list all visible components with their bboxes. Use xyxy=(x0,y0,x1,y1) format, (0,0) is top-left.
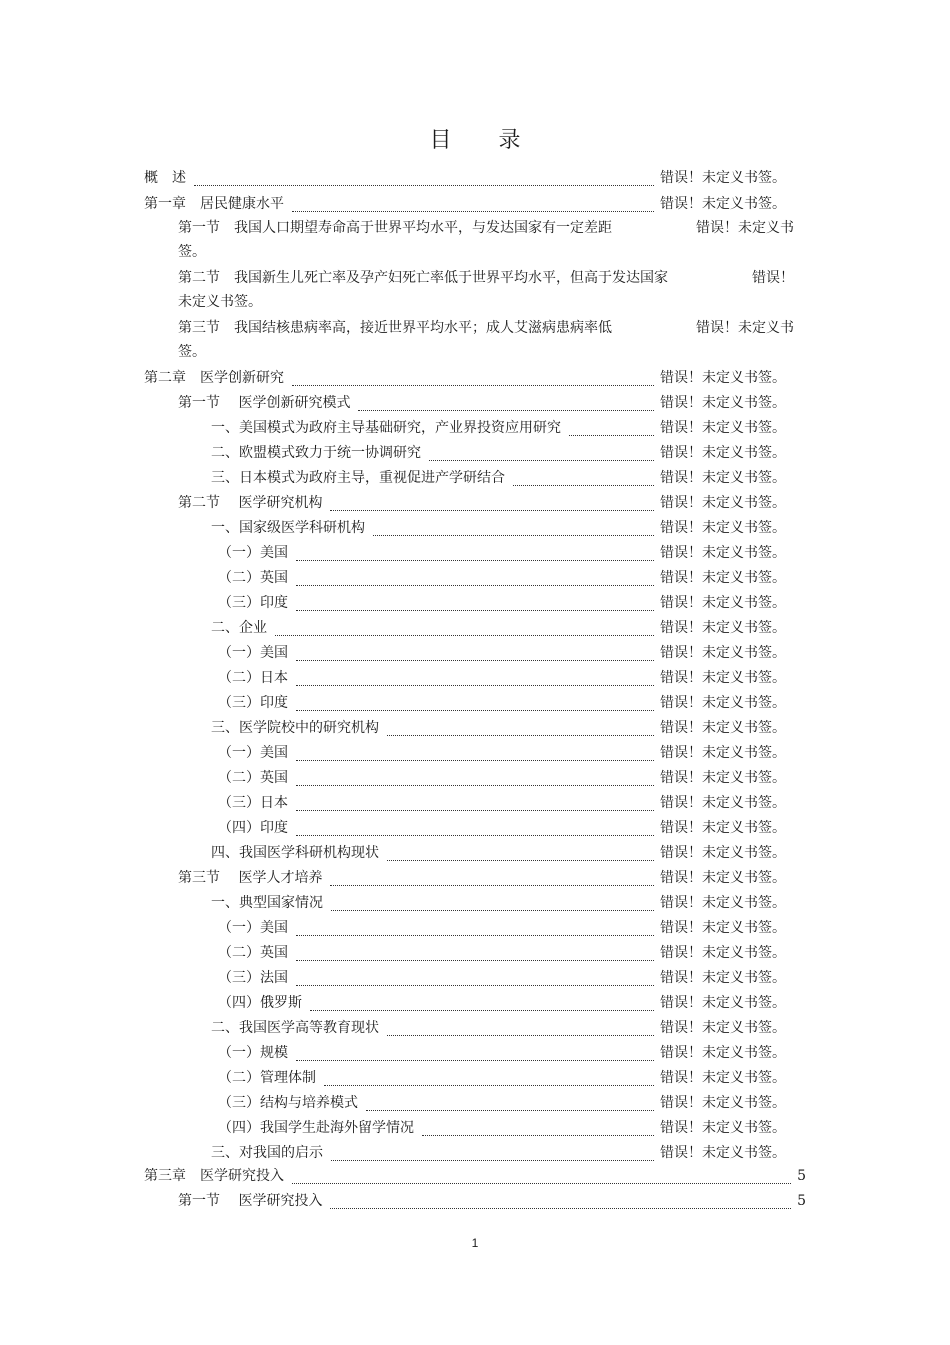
toc-entry-label: （一）美国 xyxy=(218,920,288,936)
toc-entry-page-continued: 签。 xyxy=(178,244,206,260)
toc-entry[interactable] xyxy=(218,566,786,590)
toc-entry[interactable] xyxy=(211,616,786,640)
toc-entry-page: 错误！未定义书签。 xyxy=(660,520,786,536)
toc-entry-label: （二）日本 xyxy=(218,670,288,686)
toc-entry-page: 错误！未定义书签。 xyxy=(660,595,786,611)
toc-entry-page: 错误！未定义书签。 xyxy=(660,795,786,811)
toc-entry[interactable] xyxy=(218,1041,786,1065)
toc-entry-label: 第二章 医学创新研究 xyxy=(144,370,284,386)
leader-dots xyxy=(330,510,654,511)
toc-entry-page: 错误！未定义书签。 xyxy=(660,895,786,911)
toc-entry-label: 二、企业 xyxy=(211,620,267,636)
toc-entry-page: 错误！未定义书签。 xyxy=(660,420,786,436)
toc-entry-page: 错误！未定义书签。 xyxy=(660,645,786,661)
toc-entry-label: 三、日本模式为政府主导，重视促进产学研结合 xyxy=(211,470,505,486)
toc-entry[interactable] xyxy=(144,166,786,190)
leader-dots xyxy=(296,810,654,811)
leader-dots xyxy=(292,211,654,212)
toc-entry-page: 错误！未定义书签。 xyxy=(660,470,786,486)
toc-entry-page: 错误！未定义书签。 xyxy=(660,495,786,511)
toc-entry[interactable] xyxy=(218,591,786,615)
leader-dots xyxy=(513,485,654,486)
toc-entry-label: 一、国家级医学科研机构 xyxy=(211,520,365,536)
toc-entry[interactable] xyxy=(211,466,786,490)
leader-dots xyxy=(324,1085,654,1086)
toc-entry-label: 第一节 我国人口期望寿命高于世界平均水平，与发达国家有一定差距 xyxy=(178,220,612,236)
toc-entry-label: （一）美国 xyxy=(218,545,288,561)
toc-entry[interactable] xyxy=(144,1164,806,1188)
toc-entry[interactable] xyxy=(144,366,786,390)
leader-dots xyxy=(296,685,654,686)
leader-dots xyxy=(292,385,654,386)
leader-dots xyxy=(569,435,654,436)
toc-title: 目 录 xyxy=(429,128,541,153)
toc-entry-label: （四）俄罗斯 xyxy=(218,995,302,1011)
toc-entry[interactable] xyxy=(144,192,786,216)
toc-entry-label: （二）英国 xyxy=(218,945,288,961)
toc-entry-label: 四、我国医学科研机构现状 xyxy=(211,845,379,861)
leader-dots xyxy=(422,1135,654,1136)
toc-entry-page: 错误！未定义书签。 xyxy=(660,1120,786,1136)
toc-entry-label: （三）日本 xyxy=(218,795,288,811)
toc-entry-page: 错误！未定义书签。 xyxy=(660,196,786,212)
toc-entry[interactable] xyxy=(178,391,786,415)
toc-entry[interactable] xyxy=(218,541,786,565)
toc-entry-label: 第三节 我国结核患病率高，接近世界平均水平；成人艾滋病患病率低 xyxy=(178,320,612,336)
toc-entry-page-continued: 签。 xyxy=(178,344,206,360)
toc-entry[interactable] xyxy=(211,891,786,915)
toc-entry-label: （四）印度 xyxy=(218,820,288,836)
toc-entry-label: 第二节 我国新生儿死亡率及孕产妇死亡率低于世界平均水平，但高于发达国家 xyxy=(178,270,668,286)
leader-dots xyxy=(429,460,654,461)
leader-dots xyxy=(296,1060,654,1061)
leader-dots xyxy=(296,760,654,761)
toc-entry-page: 错误！未定义书签。 xyxy=(660,1045,786,1061)
toc-entry-page: 错误！未定义书签。 xyxy=(660,545,786,561)
leader-dots xyxy=(296,935,654,936)
toc-entry-wrapped[interactable] xyxy=(178,316,794,364)
leader-dots xyxy=(387,1035,654,1036)
toc-entry-page: 错误！未定义书签。 xyxy=(660,445,786,461)
toc-entry[interactable] xyxy=(211,516,786,540)
toc-entry[interactable] xyxy=(218,741,786,765)
leader-dots xyxy=(373,535,654,536)
toc-entry-label: 二、欧盟模式致力于统一协调研究 xyxy=(211,445,421,461)
toc-entry-label: （二）英国 xyxy=(218,770,288,786)
toc-entry-page: 5 xyxy=(797,1193,806,1209)
toc-entry-label: 二、我国医学高等教育现状 xyxy=(211,1020,379,1036)
leader-dots xyxy=(296,710,654,711)
toc-entry-label: （四）我国学生赴海外留学情况 xyxy=(218,1120,414,1136)
toc-entry-page: 错误！未定义书签。 xyxy=(660,620,786,636)
toc-entry[interactable] xyxy=(178,1189,806,1213)
toc-entry-page: 错误！未定义书签。 xyxy=(660,1095,786,1111)
toc-entry-label: 第三节 医学人才培养 xyxy=(178,870,323,886)
toc-entry[interactable] xyxy=(218,691,786,715)
toc-entry-page: 错误！未定义书签。 xyxy=(660,970,786,986)
toc-entry-label: （三）印度 xyxy=(218,695,288,711)
toc-entry-label: 第一节 医学研究投入 xyxy=(178,1193,323,1209)
toc-entry[interactable] xyxy=(211,416,786,440)
toc-entry-wrapped[interactable] xyxy=(178,266,794,314)
toc-entry[interactable] xyxy=(218,1116,786,1140)
toc-entry-page: 错误！未定义书签。 xyxy=(660,1020,786,1036)
leader-dots xyxy=(296,835,654,836)
leader-dots xyxy=(387,860,654,861)
toc-entry-label: （三）法国 xyxy=(218,970,288,986)
toc-entry[interactable] xyxy=(218,1066,786,1090)
page-number: 1 xyxy=(471,1236,479,1250)
leader-dots xyxy=(275,635,654,636)
toc-entry-page: 错误！未定义书签。 xyxy=(660,1145,786,1161)
toc-entry-page: 错误！未定义书签。 xyxy=(660,670,786,686)
toc-entry-label: 三、对我国的启示 xyxy=(211,1145,323,1161)
toc-entry-page: 错误！未定义书签。 xyxy=(660,870,786,886)
leader-dots xyxy=(292,1183,791,1184)
toc-entry-label: 第三章 医学研究投入 xyxy=(144,1168,284,1184)
toc-entry[interactable] xyxy=(218,666,786,690)
toc-entry[interactable] xyxy=(218,816,786,840)
toc-entry[interactable] xyxy=(218,966,786,990)
toc-entry-page-continued: 未定义书签。 xyxy=(178,294,262,310)
toc-entry-label: （一）规模 xyxy=(218,1045,288,1061)
toc-entry-label: 一、美国模式为政府主导基础研究，产业界投资应用研究 xyxy=(211,420,561,436)
toc-entry-label: 概 述 xyxy=(144,170,186,186)
leader-dots xyxy=(331,910,654,911)
toc-entry[interactable] xyxy=(218,641,786,665)
leader-dots xyxy=(330,1208,791,1209)
toc-entry-label: （三）结构与培养模式 xyxy=(218,1095,358,1111)
toc-entry[interactable] xyxy=(211,841,786,865)
toc-entry-page: 错误！未定义书签。 xyxy=(660,920,786,936)
leader-dots xyxy=(387,735,654,736)
toc-entry[interactable] xyxy=(211,1141,786,1165)
toc-entry[interactable] xyxy=(178,491,786,515)
leader-dots xyxy=(331,1160,654,1161)
leader-dots xyxy=(296,960,654,961)
toc-entry-label: 一、典型国家情况 xyxy=(211,895,323,911)
leader-dots xyxy=(296,585,654,586)
toc-entry-page: 错误！未定义书 xyxy=(696,320,794,336)
toc-entry-page: 5 xyxy=(797,1168,806,1184)
leader-dots xyxy=(296,610,654,611)
toc-entry-page: 错误！未定义书签。 xyxy=(660,170,786,186)
leader-dots xyxy=(296,560,654,561)
leader-dots xyxy=(330,885,654,886)
toc-entry[interactable] xyxy=(211,441,786,465)
leader-dots xyxy=(358,410,654,411)
toc-entry-label: 三、医学院校中的研究机构 xyxy=(211,720,379,736)
toc-entry-wrapped[interactable] xyxy=(178,216,794,264)
leader-dots xyxy=(296,785,654,786)
toc-entry-page: 错误！ xyxy=(752,270,794,286)
toc-entry[interactable] xyxy=(218,991,786,1015)
toc-entry[interactable] xyxy=(211,716,786,740)
toc-entry-page: 错误！未定义书签。 xyxy=(660,945,786,961)
toc-entry[interactable] xyxy=(218,916,786,940)
toc-entry[interactable] xyxy=(218,766,786,790)
toc-entry-page: 错误！未定义书签。 xyxy=(660,820,786,836)
toc-entry-page: 错误！未定义书签。 xyxy=(660,845,786,861)
leader-dots xyxy=(194,185,654,186)
toc-entry-label: 第一节 医学创新研究模式 xyxy=(178,395,351,411)
toc-entry-page: 错误！未定义书签。 xyxy=(660,770,786,786)
leader-dots xyxy=(366,1110,654,1111)
toc-entry-label: （一）美国 xyxy=(218,645,288,661)
leader-dots xyxy=(296,985,654,986)
toc-entry-label: （三）印度 xyxy=(218,595,288,611)
toc-entry-page: 错误！未定义书签。 xyxy=(660,1070,786,1086)
toc-entry-label: 第二节 医学研究机构 xyxy=(178,495,323,511)
toc-entry-label: （一）美国 xyxy=(218,745,288,761)
toc-entry-page: 错误！未定义书签。 xyxy=(660,370,786,386)
leader-dots xyxy=(310,1010,654,1011)
toc-entry[interactable] xyxy=(211,1016,786,1040)
toc-entry-label: 第一章 居民健康水平 xyxy=(144,196,284,212)
toc-entry[interactable] xyxy=(178,866,786,890)
toc-entry-page: 错误！未定义书签。 xyxy=(660,395,786,411)
toc-entry-page: 错误！未定义书签。 xyxy=(660,720,786,736)
toc-entry[interactable] xyxy=(218,791,786,815)
toc-entry-page: 错误！未定义书签。 xyxy=(660,570,786,586)
toc-entry-label: （二）管理体制 xyxy=(218,1070,316,1086)
toc-entry-page: 错误！未定义书 xyxy=(696,220,794,236)
toc-entry-page: 错误！未定义书签。 xyxy=(660,695,786,711)
toc-entry-label: （二）英国 xyxy=(218,570,288,586)
toc-entry-page: 错误！未定义书签。 xyxy=(660,745,786,761)
toc-entry[interactable] xyxy=(218,941,786,965)
leader-dots xyxy=(296,660,654,661)
toc-entry-page: 错误！未定义书签。 xyxy=(660,995,786,1011)
toc-entry[interactable] xyxy=(218,1091,786,1115)
